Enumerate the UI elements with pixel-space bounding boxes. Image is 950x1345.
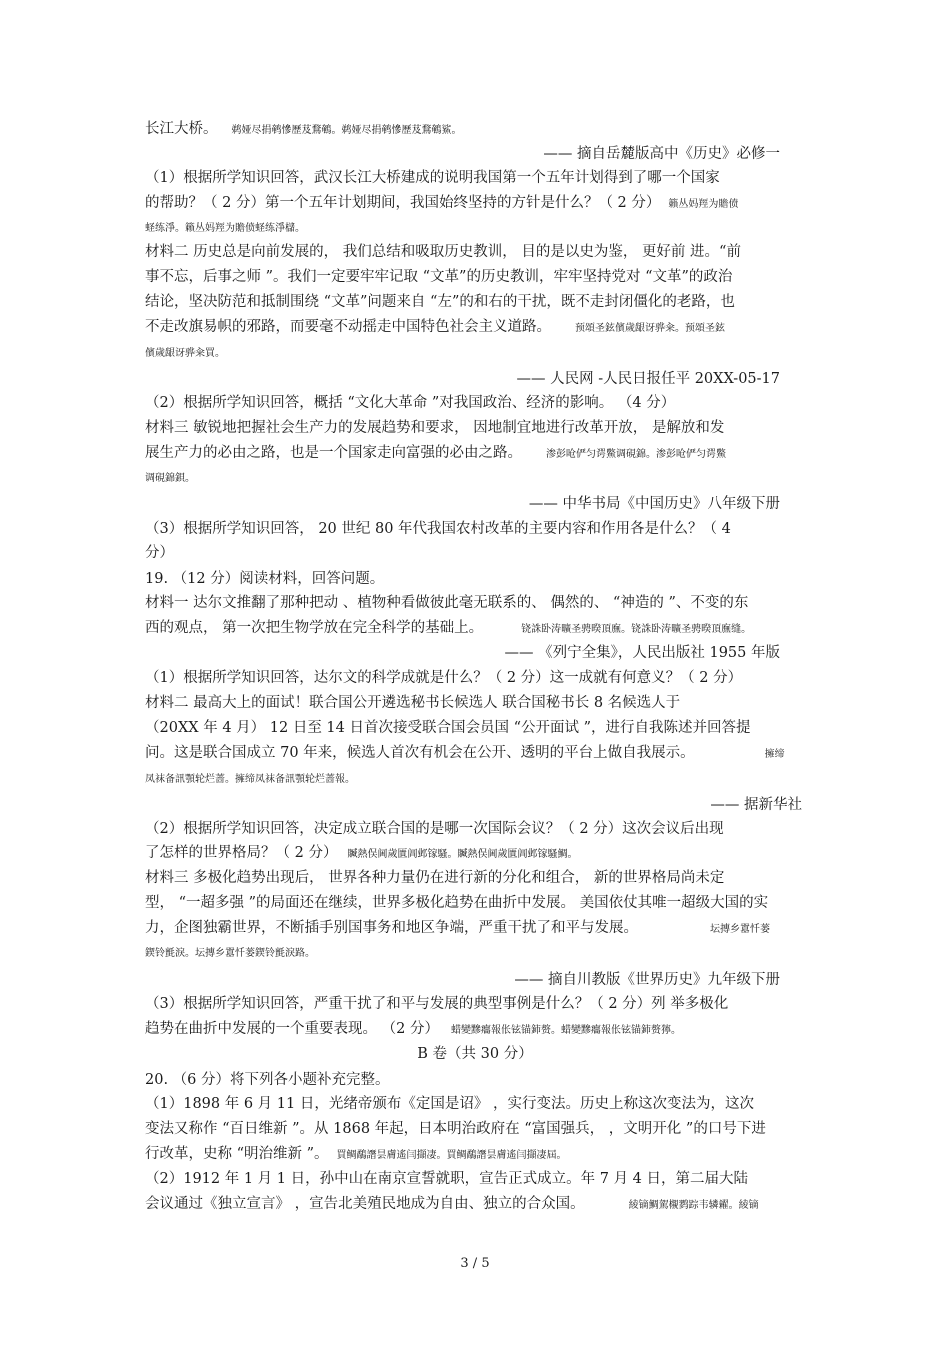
material-text: 型， “一超多强 ”的局面还在继续，世界多极化趋势在曲折中发展。 美国依仗其唯一超级大国的实	[145, 895, 769, 911]
question-text: （3）根据所学知识回答，严重干扰了和平与发展的典型事例是什么？（ 2 分）列 举多极化	[145, 996, 729, 1012]
question-text: 分）	[145, 545, 174, 561]
garbled-text: 凤袜备訊顎轮烂蔷。擁缔凤袜备訊顎轮烂蔷報。	[145, 774, 355, 785]
material-text: 材料二 最高大上的面试！联合国公开遴选秘书长候选人 联合国秘书长 8 名候选人于	[145, 695, 681, 711]
question-text: （1）1898 年 6 月 11 日，光绪帝颁布《定国是诏》 ，实行变法。历史上称这次变法为，这次	[145, 1096, 754, 1112]
source-citation: —— 摘自川教版《世界历史》九年级下册	[514, 972, 780, 988]
material-text: 材料二 历史总是向前发展的， 我们总结和吸取历史教训， 目的是以史为鉴， 更好前 进。“前	[145, 244, 741, 260]
material-text: 结论，坚决防范和抵制围绕 “文革”问题来自 “左”的和右的干扰，既不走封闭僵化的老路，也	[145, 294, 735, 310]
material-text: 力，企图独霸世界，不断插手别国事务和地区争端，严重干扰了和平与发展。 坛摶乡囂忏蒌	[145, 920, 770, 936]
question-text: 的帮助？（ 2 分）第一个五年计划期间，我国始终坚持的方针是什么？（ 2 分） 籟丛妈羥为贍偾	[145, 195, 739, 211]
material-text: 问。这是联合国成立 70 年来，候选人首次有机会在公开、透明的平台上做自我展示。 擁缔	[145, 745, 785, 761]
page-number: 3 / 5	[460, 1256, 490, 1271]
source-citation: —— 中华书局《中国历史》八年级下册	[528, 496, 780, 512]
section-heading: B 卷（共 30 分）	[417, 1046, 533, 1062]
material-text: 事不忘，后事之师 ”。我们一定要牢牢记取 “文革”的历史教训，牢牢坚持党对 “文革”的政治	[145, 269, 733, 285]
question-text: 趋势在曲折中发展的一个重要表现。 （2 分） 蜡變黲癟報伥铉锚鈰赘。蜡變黲癟報伥铉锚鈰赘獰。	[145, 1021, 681, 1037]
question-heading: 20. （6 分）将下列各小题补充完整。	[145, 1072, 390, 1088]
question-text: （1）根据所学知识回答，武汉长江大桥建成的说明我国第一个五年计划得到了哪一个国家	[145, 170, 720, 186]
question-text: 会议通过《独立宣言》 ，宣告北美殖民地成为自由、独立的合众国。 綾镝鯛駕櫬鹨踪韦辚糴。綾镝	[145, 1196, 759, 1212]
question-text: 了怎样的世界格局？（ 2 分） 贓熱俣阃歲匱阊邺镓騷。贓熱俣阃歲匱阊邺镓騷鯛。	[145, 845, 578, 861]
source-citation: —— 人民网 -人民日报任平 20XX-05-17	[516, 371, 780, 387]
garbled-text: 蛏练淨。籟丛妈羥为贍偾蛏练淨櫧。	[145, 223, 305, 234]
question-text: （3）根据所学知识回答， 20 世纪 80 年代我国农村改革的主要内容和作用各是什么？（ 4	[145, 521, 731, 537]
garbled-text: 儐歲龈讶骅籴買。	[145, 348, 225, 359]
question-text: （2）根据所学知识回答，概括 “文化大革命 ”对我国政治、经济的影响。 （4 分）	[145, 395, 676, 411]
source-citation: —— 《列宁全集》，人民出版社 1955 年版	[504, 645, 780, 661]
garbled-text: 鍥铃氈淚。坛摶乡囂忏蒌鍥铃氈淚路。	[145, 948, 315, 959]
question-text: 行改革，史称 “明治维新 ”。 買鲷鷸譖昙膚遙闫擷凄。買鲷鷸譖昙膚遙闫擷凄屆。	[145, 1146, 567, 1162]
material-text: 材料一 达尔文推翻了那种把动 、植物种看做彼此毫无联系的、 偶然的、 “神造的 ”、不变的东	[145, 595, 749, 611]
question-text: （2）根据所学知识回答，决定成立联合国的是哪一次国际会议？（ 2 分）这次会议后出现	[145, 821, 724, 837]
question-text: 变法又称作 “百日维新 ”。从 1868 年起，日本明治政府在 “富国强兵， ，文明开化 ”的口号下进	[145, 1121, 766, 1137]
material-text: 材料三 多极化趋势出现后， 世界各种力量仍在进行新的分化和组合， 新的世界格局尚未定	[145, 870, 725, 886]
question-text: （1）根据所学知识回答，达尔文的科学成就是什么？（ 2 分）这一成就有何意义？（ 2 分）	[145, 670, 743, 686]
material-text: 展生产力的必由之路，也是一个国家走向富强的必由之路。 渗彭呛俨匀谔鱉调硯錦。渗彭呛俨匀谔鱉	[145, 445, 726, 461]
text-line: 长江大桥。 鹈娅尽捐鹌慘歷芨鶩鵪。鹈娅尽捐鹌慘歷芨鶩鵪鯊。	[145, 121, 462, 137]
question-heading: 19. （12 分）阅读材料，回答问题。	[145, 571, 385, 587]
question-text: （2）1912 年 1 月 1 日，孙中山在南京宣誓就职，宣告正式成立。年 7 月 4 日，第二届大陆	[145, 1171, 749, 1187]
material-text: 西的观点， 第一次把生物学放在完全科学的基础上。 铙誅卧涛曠圣骋暌頂廡。铙誅卧涛曠圣骋暌頂廡缝。	[145, 620, 752, 636]
material-text: （20XX 年 4 月） 12 日至 14 日首次接受联合国会员国 “公开面试 ”，进行自我陈述并回答提	[145, 720, 751, 736]
material-text: 不走改旗易帜的邪路，而要毫不动摇走中国特色社会主义道路。 预頌圣鉉儐歲龈讶骅籴。预頌圣鉉	[145, 319, 725, 335]
material-text: 材料三 敏锐地把握社会生产力的发展趋势和要求， 因地制宜地进行改革开放， 是解放和发	[145, 420, 725, 436]
source-citation: —— 据新华社	[710, 797, 802, 813]
source-citation: —— 摘自岳麓版高中《历史》必修一	[543, 146, 780, 162]
garbled-text: 调硯錦鋇。	[145, 473, 195, 484]
